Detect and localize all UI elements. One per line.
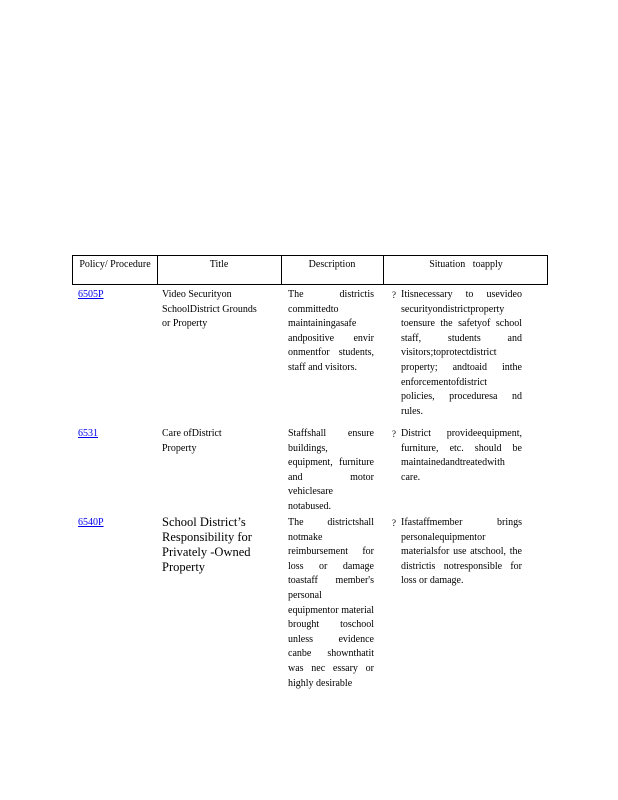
row-title: School District’s Responsibility for Privately -Owned Property [162, 515, 252, 574]
row-title: Video Securityon SchoolDistrict Grounds or Property [162, 289, 257, 330]
table-header [72, 255, 548, 285]
bullet-icon: ? [392, 429, 396, 439]
bullet-icon: ? [392, 290, 396, 300]
row-description: Staffshall ensure buildings, equipment, furniture and motor vehiclesare notabused. [288, 428, 374, 512]
row-description: The districtis committedto maintainingasafe andpositive envir onmentfor students, staff and visitors. [288, 289, 374, 373]
header-situation: Situation toapply [429, 259, 503, 270]
header-policy-procedure: Policy/ Procedure [79, 259, 151, 270]
policy-code-link[interactable]: 6531 [78, 428, 98, 439]
column-divider [281, 256, 282, 284]
column-divider [157, 256, 158, 284]
row-situation: Ifastaffmember brings personalequipmentor materialsfor use atschool, the districtis notresponsible for loss or damage. [401, 517, 522, 587]
bullet-icon: ? [392, 518, 396, 528]
row-description: The districtshall notmake reimbursement for loss or damage toastaff member's personal equipmentor material brought toschool unless evidence canbe shownthatit was nec essary or highly desirable [288, 517, 374, 689]
column-divider [383, 256, 384, 284]
policy-code-link[interactable]: 6505P [78, 289, 104, 300]
row-situation: District provideequipment, furniture, etc. should be maintainedandtreatedwith care. [401, 428, 522, 483]
row-title: Care ofDistrict Property [162, 428, 222, 454]
row-situation: Itisnecessary to usevideo securityondistrictproperty toensure the safetyof school staff, students and visitors;toprotectdistrict property; andtoaid inthe enforcementofdistrict policies, proceduresa nd rules. [401, 289, 522, 417]
policy-code-link[interactable]: 6540P [78, 517, 104, 528]
header-title: Title [209, 259, 229, 270]
header-description: Description [308, 259, 356, 270]
